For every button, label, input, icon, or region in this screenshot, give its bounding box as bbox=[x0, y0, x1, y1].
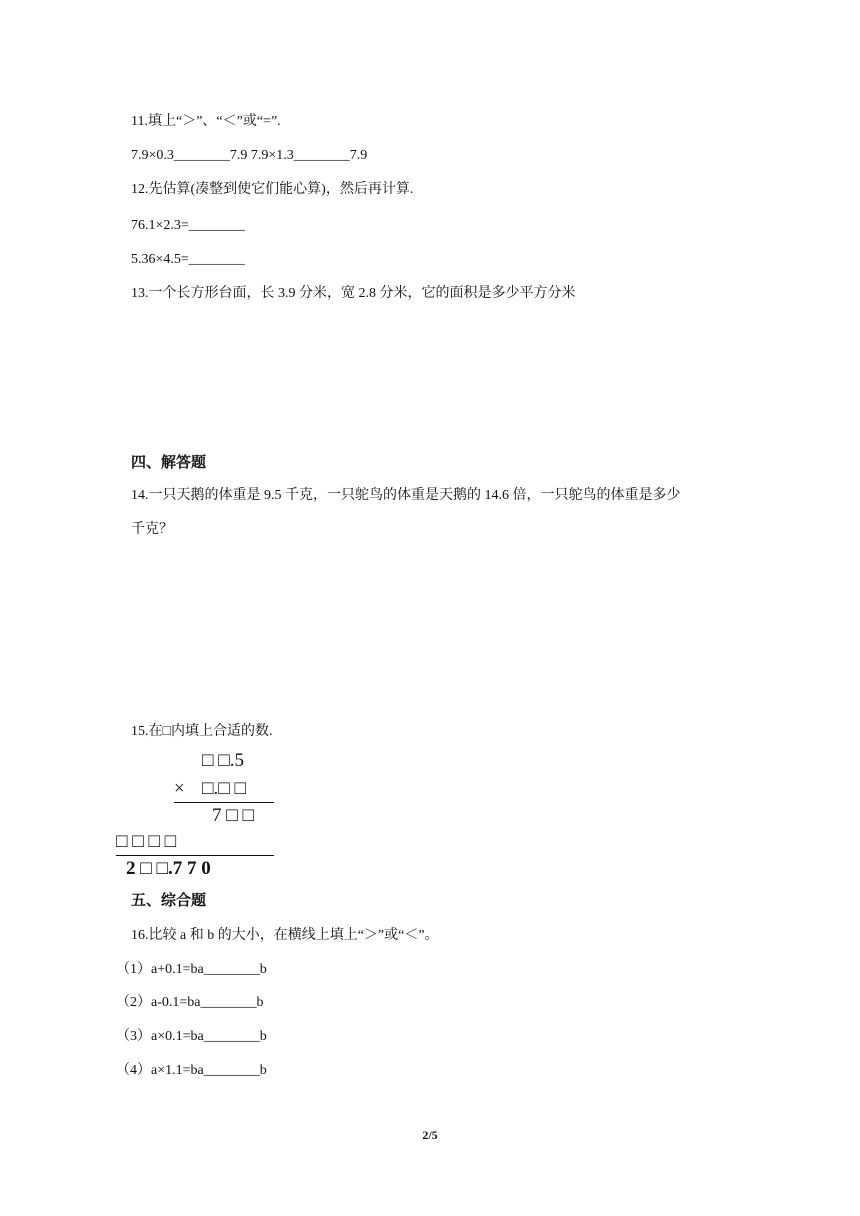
question-12-item-1: 76.1×2.3=________ bbox=[131, 218, 245, 233]
page-number: 2/5 bbox=[422, 1128, 438, 1142]
section-4-heading: 四、解答题 bbox=[131, 453, 207, 471]
puzzle-times-sign: × bbox=[174, 778, 185, 799]
question-16-title: 16.比较 a 和 b 的大小，在横线上填上“＞”或“＜”。 bbox=[131, 928, 439, 943]
multiplication-puzzle bbox=[112, 748, 292, 884]
question-13-title: 13.一个长方形台面，长 3.9 分米，宽 2.8 分米，它的面积是多少平方分米 bbox=[131, 286, 576, 301]
puzzle-rule-top bbox=[174, 802, 274, 803]
question-16-item-4: （4）a×1.1=ba________b bbox=[116, 1063, 267, 1078]
question-15-title: 15.在□内填上合适的数. bbox=[131, 724, 273, 739]
question-11-comparison-line: 7.9×0.3________7.9 7.9×1.3________7.9 bbox=[131, 148, 368, 163]
question-11-title: 11.填上“＞”、“＜”或“=”. bbox=[131, 114, 281, 129]
puzzle-row-multiplicand: □ □.5 bbox=[202, 750, 244, 771]
puzzle-row-partial-2: □ □ □ □ bbox=[116, 831, 177, 852]
question-14-line-1: 14.一只天鹅的体重是 9.5 千克，一只鸵鸟的体重是天鹅的 14.6 倍，一只鸵鸟的体重是多少 bbox=[131, 488, 681, 503]
question-16-item-3: （3）a×0.1=ba________b bbox=[116, 1029, 267, 1044]
puzzle-row-multiplier: □.□ □ bbox=[202, 778, 246, 799]
section-5-heading: 五、综合题 bbox=[131, 891, 207, 909]
question-14-line-2: 千克？ bbox=[131, 522, 173, 537]
puzzle-row-partial-1: 7 □ □ bbox=[212, 805, 254, 826]
puzzle-rule-bottom bbox=[116, 855, 274, 856]
question-16-item-1: （1）a+0.1=ba________b bbox=[116, 962, 267, 977]
question-16-item-2: （2）a-0.1=ba________b bbox=[116, 995, 264, 1010]
question-12-title: 12.先估算(凑整到使它们能心算)，然后再计算. bbox=[131, 182, 414, 197]
question-12-item-2: 5.36×4.5=________ bbox=[131, 252, 245, 267]
puzzle-row-product: 2 □ □.7 7 0 bbox=[126, 858, 211, 879]
